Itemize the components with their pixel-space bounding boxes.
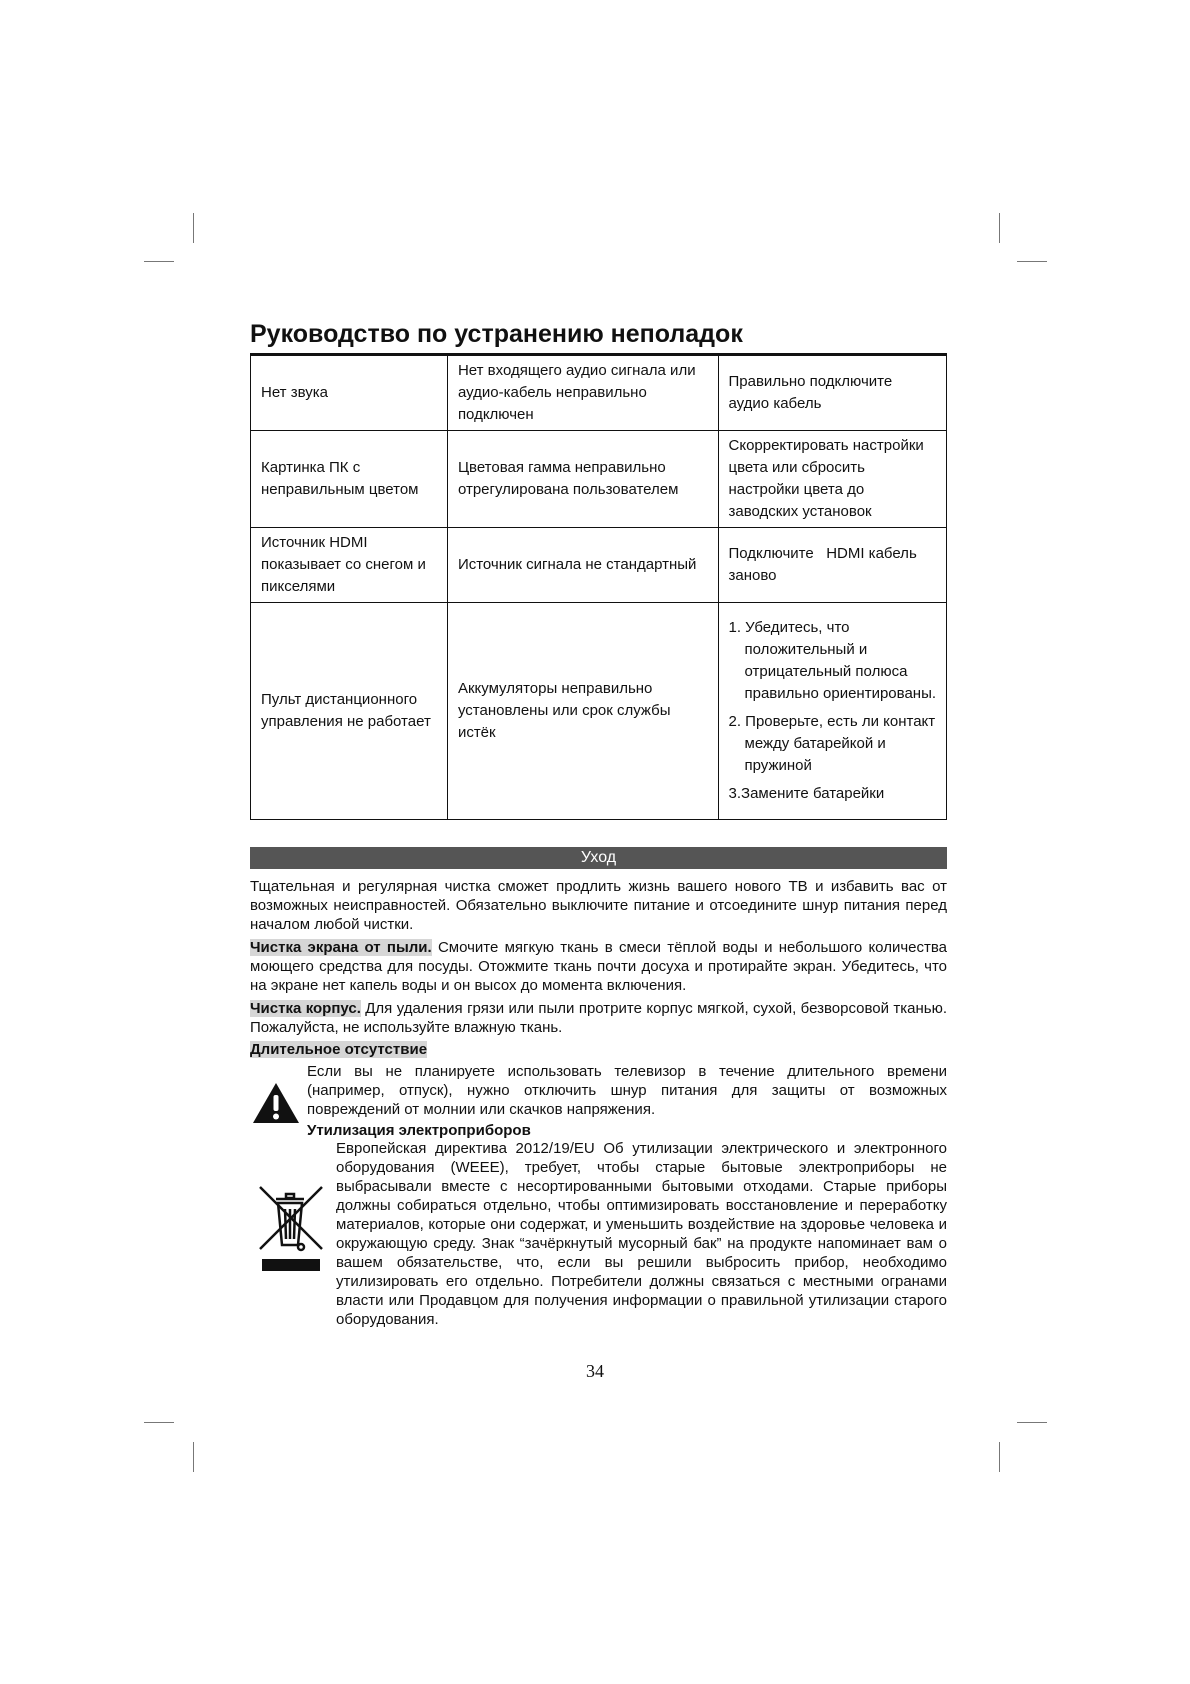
table-row — [251, 431, 947, 528]
crop-mark — [1017, 261, 1047, 262]
crop-mark — [999, 1442, 1000, 1472]
case-cleaning-label: Чистка корпус. — [250, 1000, 361, 1017]
table-row — [251, 603, 947, 820]
case-cleaning-text: Для удаления грязи или пыли протрите корпус мягкой, сухой, безворсовой тканью. Пожалуйста, не используйте влажную ткань. — [250, 1000, 947, 1036]
cause-cell: Нет входящего аудио сигнала или аудио-кабель неправильно подключен — [447, 356, 718, 431]
troubleshooting-table — [250, 355, 947, 820]
absence-block — [250, 1062, 947, 1119]
cause-cell: Аккумуляторы неправильно установлены или срок службы истёк — [447, 603, 718, 820]
crop-mark — [193, 213, 194, 243]
page-title: Руководство по устранению неполадок — [250, 320, 743, 348]
solution-step: 3.Замените батарейки — [728, 785, 885, 802]
care-intro: Тщательная и регулярная чистка сможет продлить жизнь вашего нового ТВ и избавить вас от возможных неисправностей. Обязательно выключите питание и отсоедините шнур питания перед началом любой чистки. — [250, 878, 947, 933]
table-row — [251, 528, 947, 603]
screen-cleaning-label: Чистка экрана от пыли. — [250, 939, 432, 956]
disposal-text: Европейская директива 2012/19/EU Об утилизации электрического и электронного оборудования (WEEE), требует, чтобы старые бытовые электроприборы не выбрасывали вместе с несортированными бытовыми отходами. Старые приборы должны собираться отдельно, чтобы оптимизировать восстановление и переработку материалов, которые они содержат, и уменьшить воздействие на здоровье человека и окружающую среду. Знак “зачёркнутый мусорный бак” на продукте напоминает вам о вашем обязательстве, что, если вы решили выбросить прибор, необходимо утилизировать его отдельно. Потребители должны связаться с местными огранами власти или Продавцом для получения информации о правильной утилизации старого оборудования. — [336, 1140, 947, 1328]
crop-mark — [144, 261, 174, 262]
absence-text: Если вы не планируете использовать телевизор в течение длительного времени (например, отпуск), нужно отключить шнур питания для защиты от возможных повреждений от молнии или скачков напряжения. — [307, 1063, 947, 1118]
problem-cell: Нет звука — [251, 356, 448, 431]
disposal-block — [250, 1139, 947, 1329]
cause-cell: Цветовая гамма неправильно отрегулирована пользователем — [447, 431, 718, 528]
solution-cell — [718, 603, 947, 820]
table-row — [251, 356, 947, 431]
crop-mark — [999, 213, 1000, 243]
case-cleaning-paragraph — [250, 999, 947, 1037]
page-number: 34 — [586, 1361, 604, 1381]
page-content — [250, 318, 947, 1329]
disposal-title: Утилизация электроприборов — [307, 1122, 531, 1139]
crop-mark — [144, 1422, 174, 1423]
crop-mark — [193, 1442, 194, 1472]
solution-cell: Подключите HDMI кабель заново — [718, 528, 947, 603]
problem-cell: Пульт дистанционного управления не работает — [251, 603, 448, 820]
absence-title: Длительное отсутствие — [250, 1041, 428, 1058]
solution-cell: Скорректировать настройки цвета или сбросить настройки цвета до заводских установок — [718, 431, 947, 528]
solution-steps — [729, 617, 937, 805]
cause-cell: Источник сигнала не стандартный — [447, 528, 718, 603]
solution-step: 1. Убедитесь, что положительный и отрицательный полюса правильно ориентированы. — [728, 619, 937, 702]
absence-heading — [250, 1041, 947, 1058]
solution-step: 2. Проверьте, есть ли контакт между батарейкой и пружиной — [728, 713, 936, 774]
solution-cell: Правильно подключите аудио кабель — [718, 356, 947, 431]
warning-triangle-icon — [252, 1082, 300, 1124]
screen-cleaning-text: Смочите мягкую ткань в смеси тёплой воды и небольшого количества моющего средства для посуды. Отожмите ткань почти досуха и протирайте экран. Убедитесь, что на экране нет капель воды и он высох до момента включения. — [250, 939, 947, 994]
crop-mark — [1017, 1422, 1047, 1423]
problem-cell: Картинка ПК с неправильным цветом — [251, 431, 448, 528]
problem-cell: Источник HDMI показывает со снегом и пикселями — [251, 528, 448, 603]
care-section-header: Уход — [250, 847, 947, 869]
screen-cleaning-paragraph — [250, 938, 947, 995]
crossed-bin-icon — [256, 1177, 328, 1273]
